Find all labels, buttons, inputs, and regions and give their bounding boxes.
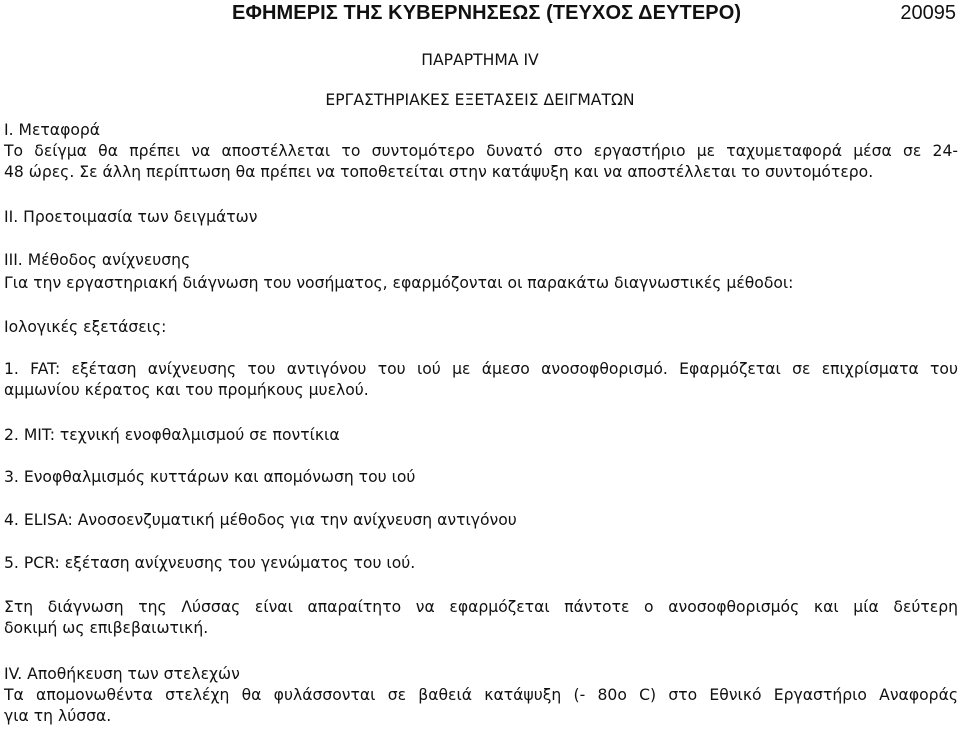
method-item-1 [4, 359, 958, 401]
section-3-intro: Για την εργαστηριακή διάγνωση του νοσήματος, εφαρμόζονται οι παρακάτω διαγνωστικές μέθοδοι: [4, 274, 794, 292]
method-item-4: 4. ELISA: Ανοσοενζυματική μέθοδος για την ανίχνευση αντιγόνου [4, 511, 517, 529]
virology-label: Ιολογικές εξετάσεις: [4, 318, 167, 336]
diagnosis-line: δοκιμή ως επιβεβαιωτική. [4, 619, 209, 637]
method-item-line: αμμωνίου κέρατος και του προμήκους μυελού. [4, 381, 369, 399]
section-4-heading: IV. Αποθήκευση των στελεχών [4, 665, 240, 683]
diagnosis-line: Στη διάγνωση της Λύσσας είναι απαραίτητο να εφαρμόζεται πάντοτε ο ανοσοφθορισμός και μία δεύτερη [4, 598, 958, 616]
section-4-line: Τα απομονωθέντα στελέχη θα φυλάσσονται σε βαθειά κατάψυξη (- 80ο C) στο Εθνικό Εργαστήριο Αναφοράς [4, 686, 958, 704]
page-header [0, 2, 960, 28]
method-item-5: 5. PCR: εξέταση ανίχνευσης του γενώματος του ιού. [4, 554, 416, 572]
section-1-paragraph [4, 141, 958, 183]
diagnosis-paragraph [4, 597, 958, 639]
method-item-line: 1. FAT: εξέταση ανίχνευσης του αντιγόνου του ιού με άμεσο ανοσοφθορισμό. Εφαρμόζεται σε επιχρίσματα του [4, 360, 958, 378]
section-4-line: για τη λύσσα. [4, 707, 112, 725]
annex-title: ΠΑΡΑΡΤΗΜΑ IV [421, 51, 539, 69]
gazette-title: ΕΦΗΜΕΡΙΣ ΤΗΣ ΚΥΒΕΡΝΗΣΕΩΣ (ΤΕΥΧΟΣ ΔΕΥΤΕΡΟ) [232, 2, 742, 24]
section-1-heading: I. Μεταφορά [4, 121, 101, 139]
section-4-paragraph [4, 685, 958, 727]
section-3-heading: III. Μέθοδος ανίχνευσης [4, 251, 191, 269]
section-1-line: Το δείγμα θα πρέπει να αποστέλλεται το συντομότερο δυνατό στο εργαστήριο με ταχυμεταφορά μέσα σε 24- [4, 142, 958, 160]
section-2-heading: II. Προετοιμασία των δειγμάτων [4, 208, 258, 226]
annex-subtitle: ΕΡΓΑΣΤΗΡΙΑΚΕΣ ΕΞΕΤΑΣΕΙΣ ΔΕΙΓΜΑΤΩΝ [325, 91, 635, 109]
section-1-line: 48 ώρες. Σε άλλη περίπτωση θα πρέπει να τοποθετείται στην κατάψυξη και να αποστέλλεται το συντομότερο. [4, 163, 874, 181]
method-item-2: 2. MIT: τεχνική ενοφθαλμισμού σε ποντίκια [4, 426, 340, 444]
page-number: 20095 [900, 2, 956, 24]
method-item-3: 3. Ενοφθαλμισμός κυττάρων και απομόνωση του ιού [4, 468, 416, 486]
